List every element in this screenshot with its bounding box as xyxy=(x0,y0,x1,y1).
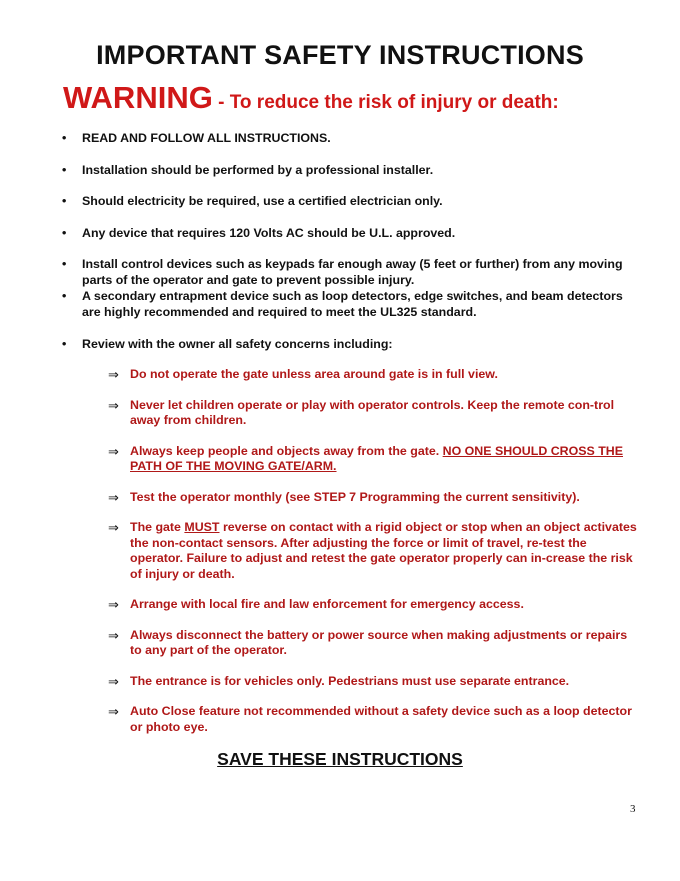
concern-text: Always keep people and objects away from the gate. xyxy=(130,443,443,458)
bullet-icon: • xyxy=(62,162,67,177)
concern-emphasis: NO ONE SHOULD CROSS THE PATH OF THE MOVING GATE/ARM. xyxy=(130,443,623,473)
arrow-icon: ⇒ xyxy=(108,673,119,689)
page-title: IMPORTANT SAFETY INSTRUCTIONS xyxy=(96,40,584,70)
concern-text: Never let children operate or play with operator controls. Keep the remote con-trol away from children. xyxy=(130,397,615,427)
concern-item xyxy=(108,628,638,659)
list-item xyxy=(62,288,632,320)
list-item xyxy=(62,193,632,209)
bullet-icon: • xyxy=(62,289,67,303)
bullet-icon: • xyxy=(62,194,67,208)
arrow-icon: ⇒ xyxy=(108,520,119,535)
concern-text: The entrance is for vehicles only. Pedestrians must use separate entrance. xyxy=(130,673,570,688)
arrow-icon: ⇒ xyxy=(108,704,119,719)
instruction-text: Should electricity be required, use a certified electrician only. xyxy=(82,194,443,208)
instruction-text: Review with the owner all safety concerns including: xyxy=(82,336,393,351)
concern-text: Test the operator monthly (see STEP 7 Programming the current sensitivity). xyxy=(130,489,580,504)
bullet-icon: • xyxy=(62,336,67,351)
concern-item xyxy=(108,704,638,735)
arrow-icon: ⇒ xyxy=(108,597,119,612)
concern-emphasis: MUST xyxy=(184,520,220,534)
list-item xyxy=(62,256,632,288)
concern-text: Auto Close feature not recommended without a safety device such as a loop detector or photo eye. xyxy=(130,704,632,734)
arrow-icon: ⇒ xyxy=(108,489,119,505)
instruction-list xyxy=(62,130,632,367)
concern-item xyxy=(108,398,638,429)
warning-text: - To reduce the risk of injury or death: xyxy=(212,92,559,113)
warning-word: WARNING xyxy=(63,80,213,115)
concern-item xyxy=(108,597,638,613)
instruction-text: READ AND FOLLOW ALL INSTRUCTIONS. xyxy=(82,131,331,145)
concern-item xyxy=(108,444,638,475)
concern-item xyxy=(108,520,638,582)
instruction-text: Install control devices such as keypads far enough away (5 feet or further) from any moving parts of the operator and gate to prevent possible injury. xyxy=(82,257,623,287)
arrow-icon: ⇒ xyxy=(108,397,119,413)
list-item xyxy=(62,162,632,178)
instruction-text: Any device that requires 120 Volts AC should be U.L. approved. xyxy=(82,225,456,240)
concern-item xyxy=(108,674,638,690)
bullet-icon: • xyxy=(62,225,67,240)
list-item xyxy=(62,225,632,241)
concern-item xyxy=(108,367,638,383)
concern-item xyxy=(108,490,638,506)
instruction-text: A secondary entrapment device such as loop detectors, edge switches, and beam detectors are highly recommended and required to meet the UL325 standard. xyxy=(82,289,623,319)
instruction-text: Installation should be performed by a professional installer. xyxy=(82,162,434,177)
arrow-icon: ⇒ xyxy=(108,367,119,382)
concern-text: Arrange with local fire and law enforcement for emergency access. xyxy=(130,597,524,611)
concern-text: reverse on contact with a rigid object or stop when an object activates the non-contact sensors. After adjusting the force or limit of travel, re-test the operator. Failure to adjust and retest the gate operator properly can in-crease the risk of injury or death. xyxy=(130,520,637,581)
page-number: 3 xyxy=(630,803,636,815)
list-item xyxy=(62,336,632,352)
save-instructions-heading: SAVE THESE INSTRUCTIONS xyxy=(217,749,463,769)
warning-heading xyxy=(63,80,559,116)
arrow-icon: ⇒ xyxy=(108,443,119,459)
concern-text: The gate xyxy=(130,520,185,534)
bullet-icon: • xyxy=(62,257,67,271)
concern-text: Do not operate the gate unless area around gate is in full view. xyxy=(130,367,498,381)
concern-text: Always disconnect the battery or power source when making adjustments or repairs to any part of the operator. xyxy=(130,627,628,657)
arrow-icon: ⇒ xyxy=(108,627,119,643)
list-item xyxy=(62,130,632,146)
safety-concerns-list xyxy=(108,367,638,750)
bullet-icon: • xyxy=(62,131,67,145)
